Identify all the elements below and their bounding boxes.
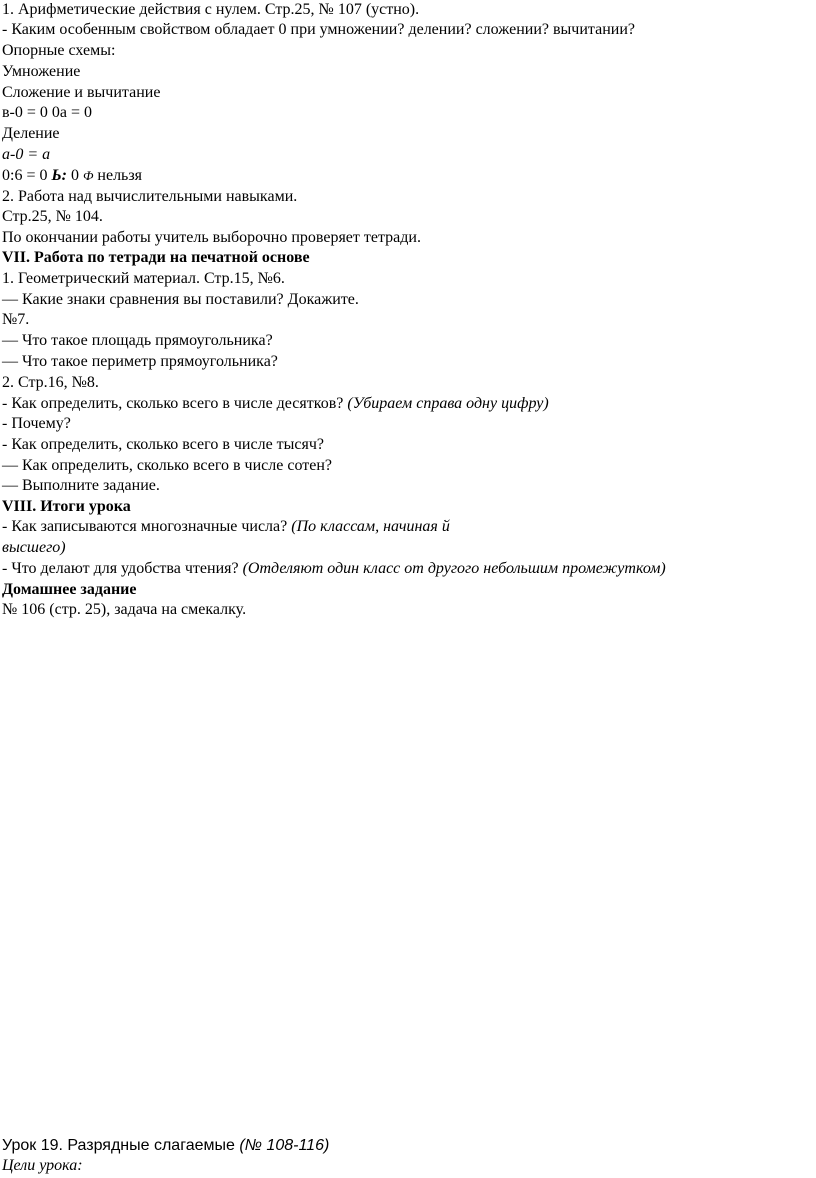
- text-line: — Какие знаки сравнения вы поставили? Докажите.: [2, 291, 359, 308]
- text-line: - Как определить, сколько всего в числе тысяч?: [2, 436, 325, 453]
- section-heading: Домашнее задание: [2, 581, 137, 598]
- section-heading: VII. Работа по тетради на печатной основе: [2, 249, 310, 266]
- question-text: - Как определить, сколько всего в числе десятков?: [2, 395, 348, 412]
- text-line: №7.: [2, 311, 30, 328]
- text-line: [2, 394, 549, 414]
- text-line: Стр.25, № 104.: [2, 208, 103, 225]
- lesson-title-text: Урок 19. Разрядные слагаемые: [2, 1137, 240, 1154]
- lesson-title-range: (№ 108-116): [239, 1137, 330, 1154]
- text-line: — Что такое периметр прямоугольника?: [2, 353, 278, 370]
- formula-line: [2, 166, 142, 186]
- answer-text: (По классам, начиная й: [291, 518, 450, 535]
- text-line: Сложение и вычитание: [2, 84, 161, 101]
- text-line: По окончании работы учитель выборочно проверяет тетради.: [2, 229, 421, 246]
- text-line: — Выполните задание.: [2, 477, 160, 494]
- formula-part: нельзя: [93, 167, 143, 184]
- formula-part: Ф: [82, 168, 94, 183]
- text-line: - Почему?: [2, 415, 71, 432]
- text-line: [2, 559, 666, 579]
- text-line: Умножение: [2, 63, 81, 80]
- text-line: — Как определить, сколько всего в числе сотен?: [2, 457, 332, 474]
- text-line: 1. Арифметические действия с нулем. Стр.25, № 107 (устно).: [2, 1, 420, 18]
- formula-part: 0: [66, 167, 83, 184]
- answer-text: высшего): [2, 539, 66, 556]
- text-line: Опорные схемы:: [2, 42, 116, 59]
- answer-text: (Отделяют один класс от другого небольшим промежутком): [242, 560, 666, 577]
- formula-line: а-0 = а: [2, 146, 51, 163]
- text-line: 1. Геометрический материал. Стр.15, №6.: [2, 270, 285, 287]
- lesson-title: [2, 1136, 329, 1156]
- text-line: Деление: [2, 125, 60, 142]
- answer-text: (Убираем справа одну цифру): [347, 395, 549, 412]
- formula-line: в-0 = 0 0а = 0: [2, 104, 93, 121]
- question-text: - Что делают для удобства чтения?: [2, 560, 243, 577]
- text-line: [2, 517, 450, 537]
- lesson-goals-label: Цели урока:: [2, 1157, 83, 1174]
- text-line: — Что такое площадь прямоугольника?: [2, 332, 273, 349]
- section-heading: VIII. Итоги урока: [2, 498, 131, 515]
- text-line: № 106 (стр. 25), задача на смекалку.: [2, 601, 247, 618]
- question-text: - Как записываются многозначные числа?: [2, 518, 292, 535]
- formula-part: Ь:: [51, 167, 67, 184]
- text-line: 2. Стр.16, №8.: [2, 374, 99, 391]
- text-line: 2. Работа над вычислительными навыками.: [2, 188, 298, 205]
- text-line: - Каким особенным свойством обладает 0 при умножении? делении? сложении? вычитании?: [2, 21, 635, 38]
- formula-part: 0:6 = 0: [2, 167, 52, 184]
